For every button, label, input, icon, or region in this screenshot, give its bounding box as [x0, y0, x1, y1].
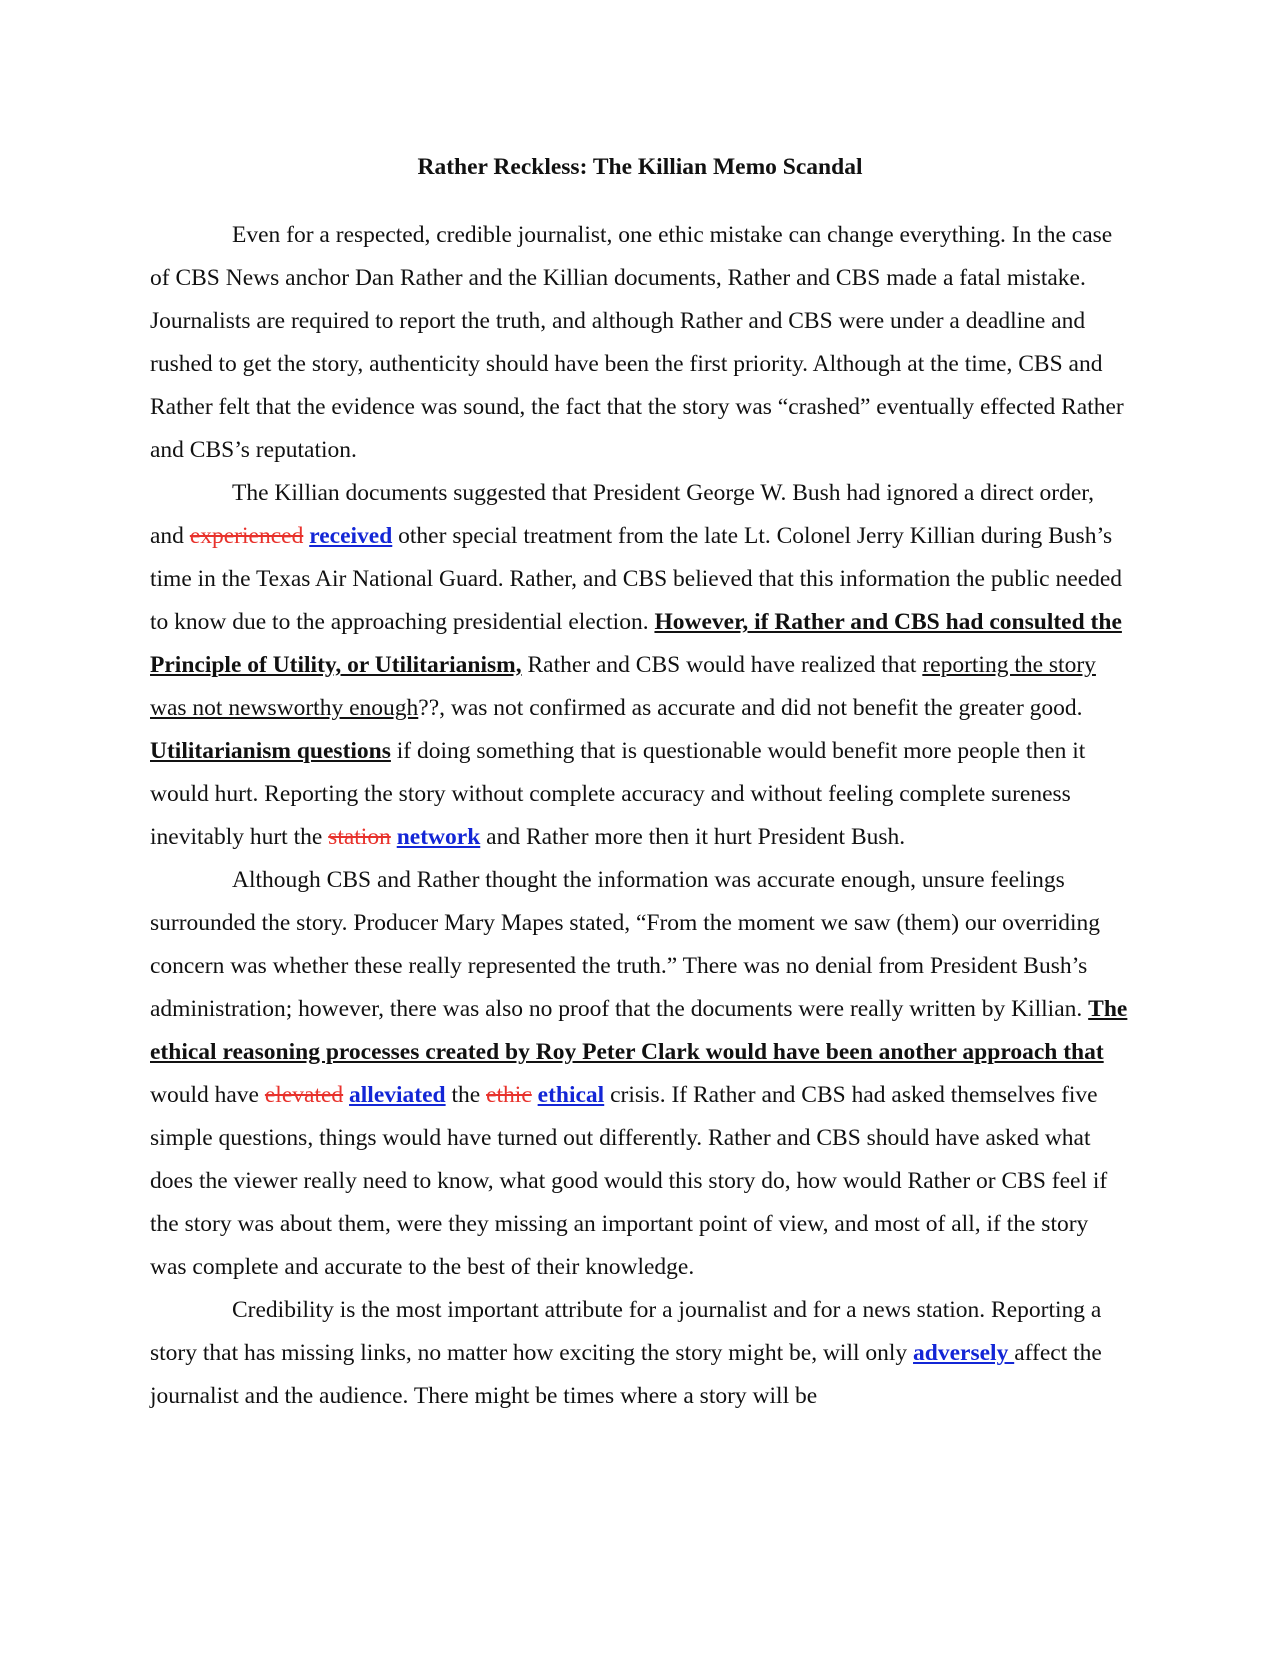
- paragraph-2: [150, 472, 1130, 859]
- paragraph-3: [150, 859, 1130, 1289]
- body-text: and Rather more then it hurt President Bush.: [480, 824, 906, 850]
- document-title: Rather Reckless: The Killian Memo Scandal: [417, 154, 863, 180]
- body-text: Even for a respected, credible journalist, one ethic mistake can change everything. In the case of CBS News anchor Dan Rather and the Killian documents, Rather and CBS made a fatal mistake. Journalists are required to report the truth, and although Rather and CBS were under a deadline and rushed to get the story, authenticity should have been the first priority. Although at the time, CBS and Rather felt that the evidence was sound, the fact that the story was “crashed” eventually effected Rather and CBS’s reputation.: [150, 222, 1124, 463]
- deleted-word-station: station: [328, 824, 391, 850]
- inserted-word-received: received: [309, 523, 393, 549]
- body-text: the: [445, 1082, 487, 1108]
- bold-underlined-phrase-utilitarianism: Utilitarianism questions: [150, 738, 391, 764]
- bold-underlined-phrase-clark: The ethical reasoning processes created by Roy Peter Clark would have been another approach that: [150, 996, 1128, 1065]
- paragraph-4: [150, 1289, 1130, 1418]
- paragraph-1: [150, 214, 1130, 472]
- bold-underlined-phrase-utility: However, if Rather and CBS had consulted the Principle of Utility, or Utilitarianism,: [150, 609, 1122, 678]
- underlined-phrase-newsworthy: reporting the story was not newsworthy enough: [150, 652, 1096, 721]
- body-text: would have: [150, 1082, 265, 1108]
- deleted-word-ethic: ethic: [486, 1082, 532, 1108]
- body-text: if doing something that is questionable would benefit more people then it would hurt. Reporting the story without complete accuracy and without feeling complete sureness inevitably hurt the: [150, 738, 1086, 850]
- body-text: Credibility is the most important attribute for a journalist and for a news station. Reporting a story that has missing links, no matter how exciting the story might be, will only: [150, 1297, 1102, 1366]
- body-text: other special treatment from the late Lt. Colonel Jerry Killian during Bush’s time in the Texas Air National Guard. Rather, and CBS believed that this information the public needed to know due to the approaching presidential election.: [150, 523, 1123, 635]
- body-text: Although CBS and Rather thought the information was accurate enough, unsure feelings surrounded the story. Producer Mary Mapes stated, “From the moment we saw (them) our overriding concern was whether these really represented the truth.” There was no denial from President Bush’s administration; however, there was also no proof that the documents were really written by Killian.: [150, 867, 1100, 1022]
- inserted-word-ethical: ethical: [537, 1082, 605, 1108]
- deleted-word-elevated: elevated: [264, 1082, 344, 1108]
- body-text: Rather and CBS would have realized that: [521, 652, 923, 678]
- inserted-word-alleviated: alleviated: [349, 1082, 446, 1108]
- body-text: The Killian documents suggested that President George W. Bush had ignored a direct order, and: [150, 480, 1095, 549]
- document-body: [150, 214, 1130, 1418]
- deleted-word-experienced: experienced: [189, 523, 304, 549]
- inserted-word-network: network: [396, 824, 481, 850]
- body-text: ??, was not confirmed as accurate and did not benefit the greater good.: [418, 695, 1083, 721]
- body-text: crisis. If Rather and CBS had asked themselves five simple questions, things would have turned out differently. Rather and CBS should have asked what does the viewer really need to know, what good would this story do, how would Rather or CBS feel if the story was about them, were they missing an important point of view, and most of all, if the story was complete and accurate to the best of their knowledge.: [150, 1082, 1108, 1280]
- body-text: affect the journalist and the audience. There might be times where a story will be: [150, 1340, 1102, 1409]
- inserted-word-adversely: adversely: [913, 1340, 1015, 1366]
